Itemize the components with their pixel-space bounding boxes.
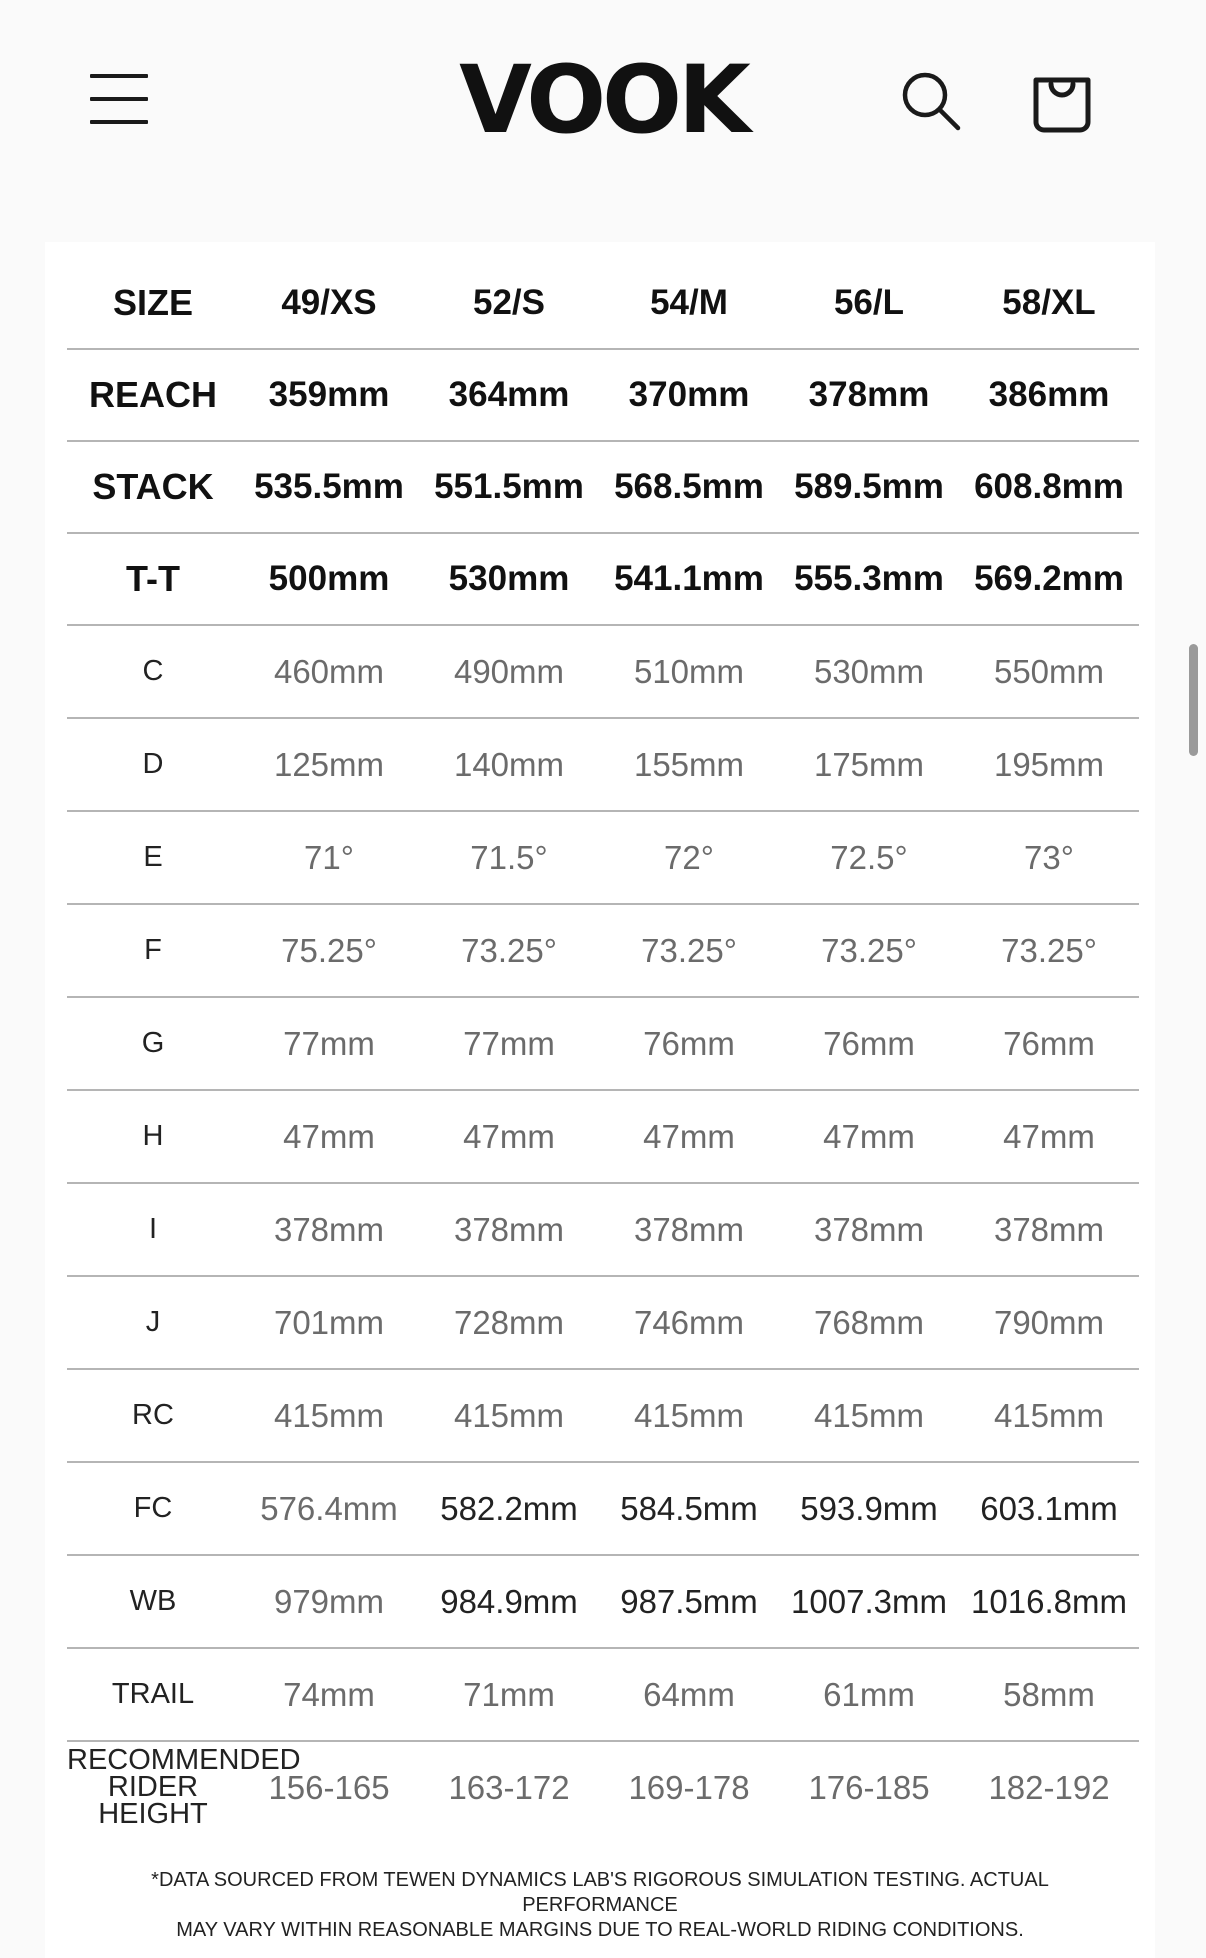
table-cell: 58mm (959, 1648, 1139, 1741)
row-label: TRAIL (67, 1648, 239, 1741)
row-label: F (67, 904, 239, 997)
table-cell: 71.5° (419, 811, 599, 904)
geometry-card (45, 242, 1155, 1958)
table-cell: 64mm (599, 1648, 779, 1741)
table-cell: 551.5mm (419, 441, 599, 533)
table-cell: 589.5mm (779, 441, 959, 533)
row-label: RC (67, 1369, 239, 1462)
table-cell: 61mm (779, 1648, 959, 1741)
table-cell: 47mm (959, 1090, 1139, 1183)
vook-logo[interactable] (420, 54, 786, 144)
scrollbar-thumb[interactable] (1189, 644, 1198, 756)
table-cell: 155mm (599, 718, 779, 811)
table-cell: 386mm (959, 349, 1139, 441)
table-cell: 984.9mm (419, 1555, 599, 1648)
table-cell: 500mm (239, 533, 419, 625)
table-row-d (67, 718, 1139, 811)
table-cell: 569.2mm (959, 533, 1139, 625)
table-cell: 987.5mm (599, 1555, 779, 1648)
table-cell: 47mm (419, 1090, 599, 1183)
table-cell: 47mm (779, 1090, 959, 1183)
table-cell: 415mm (599, 1369, 779, 1462)
row-label: STACK (67, 441, 239, 533)
table-cell: 378mm (239, 1183, 419, 1276)
table-cell: 47mm (239, 1090, 419, 1183)
table-cell: 156-165 (268, 1768, 390, 1806)
table-cell: 364mm (419, 349, 599, 441)
table-row-i (67, 1183, 1139, 1276)
table-cell: 140mm (419, 718, 599, 811)
search-icon[interactable] (900, 70, 962, 132)
size-label: SIZE (67, 258, 239, 349)
table-cell: 47mm (599, 1090, 779, 1183)
table-row-f (67, 904, 1139, 997)
cart-icon[interactable] (1030, 70, 1094, 134)
row-label-line: RECOMMENDED (67, 1744, 301, 1776)
table-row-c (67, 625, 1139, 718)
size-header-cell: 54/M (599, 258, 779, 349)
table-cell: 1016.8mm (959, 1555, 1139, 1648)
geometry-table (67, 258, 1139, 1833)
table-cell: 76mm (779, 997, 959, 1090)
table-cell: 163-172 (448, 1768, 570, 1806)
table-row-rc (67, 1369, 1139, 1462)
size-header-cell: 56/L (779, 258, 959, 349)
table-cell: 71mm (419, 1648, 599, 1741)
table-cell: 576.4mm (239, 1462, 419, 1555)
table-row-h (67, 1090, 1139, 1183)
row-label (67, 1741, 301, 1833)
size-header-cell: 58/XL (959, 258, 1139, 349)
disclaimer-footnote (75, 1868, 1125, 1943)
table-cell: 73.25° (599, 904, 779, 997)
table-cell: 370mm (599, 349, 779, 441)
size-header-cell: 52/S (419, 258, 599, 349)
table-cell: 510mm (599, 625, 779, 718)
table-cell: 73.25° (779, 904, 959, 997)
table-cell: 460mm (239, 625, 419, 718)
table-cell: 71° (239, 811, 419, 904)
table-cell: 608.8mm (959, 441, 1139, 533)
table-cell: 175mm (779, 718, 959, 811)
row-label: D (67, 718, 239, 811)
row-label-line: RIDER HEIGHT (98, 1771, 208, 1830)
table-cell: 593.9mm (779, 1462, 959, 1555)
footnote-line: MAY VARY WITHIN REASONABLE MARGINS DUE TO REAL-WORLD RIDING CONDITIONS. (176, 1919, 1024, 1941)
row-label: I (67, 1183, 239, 1276)
table-cell: 415mm (419, 1369, 599, 1462)
table-cell: 73° (959, 811, 1139, 904)
table-cell: 195mm (959, 718, 1139, 811)
table-cell: 77mm (239, 997, 419, 1090)
table-cell: 76mm (599, 997, 779, 1090)
logo-text: VOOK (459, 54, 747, 144)
table-cell: 415mm (959, 1369, 1139, 1462)
table-row-g (67, 997, 1139, 1090)
table-row-j (67, 1276, 1139, 1369)
table-cell: 73.25° (959, 904, 1139, 997)
table-cell: 530mm (779, 625, 959, 718)
table-row-wb (67, 1555, 1139, 1648)
hamburger-menu-icon[interactable] (90, 72, 148, 126)
row-label: FC (67, 1462, 239, 1555)
table-row-stack (67, 441, 1139, 533)
table-cell: 550mm (959, 625, 1139, 718)
row-label: REACH (67, 349, 239, 441)
table-cell: 169-178 (628, 1768, 750, 1806)
table-cell: 125mm (239, 718, 419, 811)
table-cell: 378mm (599, 1183, 779, 1276)
row-label: H (67, 1090, 239, 1183)
row-label: T-T (67, 533, 239, 625)
table-cell: 728mm (419, 1276, 599, 1369)
table-cell: 582.2mm (419, 1462, 599, 1555)
table-cell: 768mm (779, 1276, 959, 1369)
row-label: E (67, 811, 239, 904)
table-cell: 72.5° (779, 811, 959, 904)
table-cell: 490mm (419, 625, 599, 718)
table-cell: 790mm (959, 1276, 1139, 1369)
table-row-e (67, 811, 1139, 904)
table-cell: 1007.3mm (779, 1555, 959, 1648)
table-cell: 378mm (419, 1183, 599, 1276)
table-cell: 568.5mm (599, 441, 779, 533)
row-label: G (67, 997, 239, 1090)
table-cell: 530mm (419, 533, 599, 625)
table-cell: 176-185 (808, 1768, 930, 1806)
table-row-reach (67, 349, 1139, 441)
table-cell: 541.1mm (599, 533, 779, 625)
table-cell: 77mm (419, 997, 599, 1090)
table-cell: 555.3mm (779, 533, 959, 625)
table-row-fc (67, 1462, 1139, 1555)
footnote-line: *DATA SOURCED FROM TEWEN DYNAMICS LAB'S RIGOROUS SIMULATION TESTING. ACTUAL PERFORMANCE (151, 1869, 1049, 1916)
table-row-top-tube (67, 533, 1139, 625)
table-cell: 76mm (959, 997, 1139, 1090)
table-cell: 73.25° (419, 904, 599, 997)
table-cell: 535.5mm (239, 441, 419, 533)
table-row-rider-height (67, 1741, 1139, 1833)
table-cell: 701mm (239, 1276, 419, 1369)
table-cell: 979mm (239, 1555, 419, 1648)
table-cell: 415mm (779, 1369, 959, 1462)
table-cell: 746mm (599, 1276, 779, 1369)
row-label: J (67, 1276, 239, 1369)
site-header (0, 0, 1206, 240)
table-cell: 182-192 (988, 1768, 1110, 1806)
row-label: WB (67, 1555, 239, 1648)
table-cell: 74mm (239, 1648, 419, 1741)
table-cell: 75.25° (239, 904, 419, 997)
table-cell: 378mm (779, 349, 959, 441)
table-row-trail (67, 1648, 1139, 1741)
table-cell: 359mm (239, 349, 419, 441)
table-cell: 603.1mm (959, 1462, 1139, 1555)
table-cell: 584.5mm (599, 1462, 779, 1555)
table-cell: 378mm (959, 1183, 1139, 1276)
table-cell: 72° (599, 811, 779, 904)
table-header-row (67, 258, 1139, 349)
row-label: C (67, 625, 239, 718)
size-header-cell: 49/XS (239, 258, 419, 349)
table-cell: 378mm (779, 1183, 959, 1276)
table-cell: 415mm (239, 1369, 419, 1462)
